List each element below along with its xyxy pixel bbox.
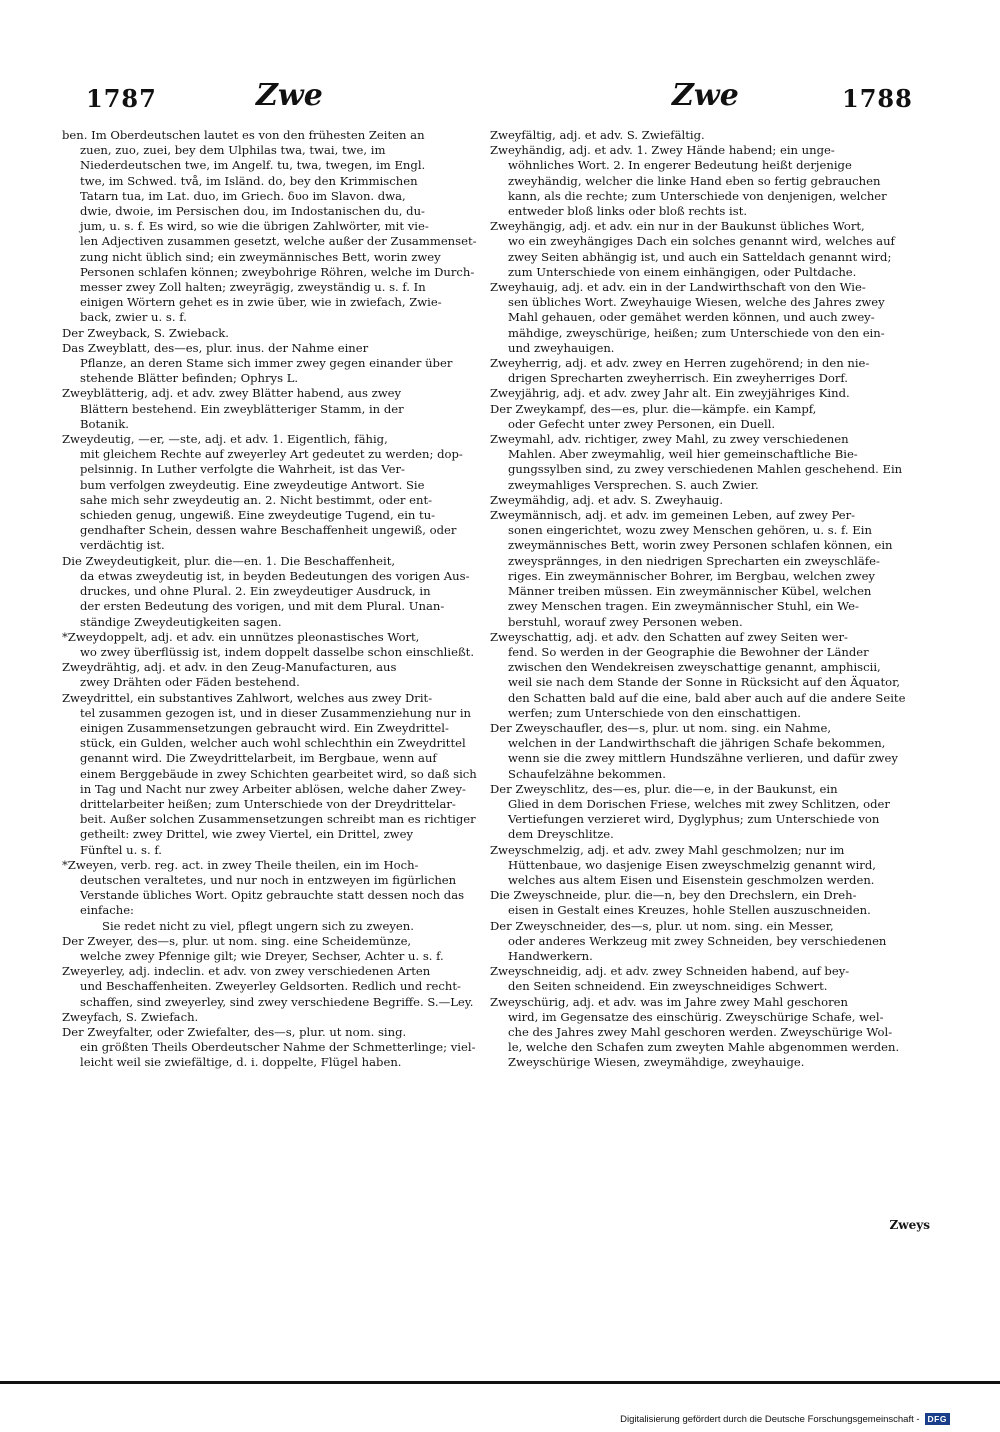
dictionary-entry	[490, 721, 922, 782]
dictionary-entry	[62, 630, 480, 660]
entry-line: schieden genug, ungewiß. Eine zweydeutige Tugend, ein tu-	[80, 508, 436, 523]
right-column	[490, 128, 922, 1071]
entry-line: zwischen den Wendekreisen zweyschattige genannt, amphiscii,	[508, 660, 881, 675]
entry-line: ständige Zweydeutigkeiten sagen.	[80, 614, 282, 629]
entry-headline: Das Zweyblatt, des—es, plur. inus. der Nahme einer	[62, 340, 369, 355]
dictionary-entry	[490, 919, 922, 965]
entry-line: genannt wird. Die Zweydrittelarbeit, im Bergbaue, wenn auf	[80, 751, 437, 766]
left-running-head: Zwe	[256, 78, 323, 113]
entry-line: deutschen veraltetes, und nur noch in entzweyen im figürlichen	[80, 872, 457, 887]
entry-line: dem Dreyschlitze.	[508, 827, 614, 842]
entry-line: bum verfolgen zweydeutig. Eine zweydeutige Antwort. Sie	[80, 477, 425, 492]
entry-headline: Zweyjährig, adj. et adv. zwey Jahr alt. Ein zweyjähriges Kind.	[490, 386, 850, 401]
dictionary-entry	[490, 143, 922, 219]
dictionary-entry	[490, 508, 922, 630]
entry-headline: Die Zweydeutigkeit, plur. die—en. 1. Die Beschaffenheit,	[62, 553, 396, 568]
left-column	[62, 128, 480, 1071]
dictionary-entry	[490, 630, 922, 721]
entry-line: zweyhändig, welcher die linke Hand eben so fertig gebrauchen	[508, 173, 881, 188]
entry-headline: Sie redet nicht zu viel, pflegt ungern sich zu zweyen.	[102, 918, 414, 933]
entry-headline: Zweymännisch, adj. et adv. im gemeinen Leben, auf zwey Per-	[490, 508, 856, 523]
credit-text: Digitalisierung gefördert durch die Deutsche Forschungsgemeinschaft -	[620, 1413, 920, 1425]
entry-line: und zweyhauigen.	[508, 340, 615, 355]
entry-line: zwey Menschen tragen. Ein zweymännischer Stuhl, ein We-	[508, 599, 859, 614]
entry-headline: Zweyschürig, adj. et adv. was im Jahre zwey Mahl geschoren	[490, 994, 848, 1009]
entry-headline: Zweydeutig, —er, —ste, adj. et adv. 1. Eigentlich, fähig,	[62, 432, 388, 447]
entry-line: kann, als die rechte; zum Unterschiede von denjenigen, welcher	[508, 188, 887, 203]
entry-line: Zweyschürige Wiesen, zweymähdige, zweyhauige.	[508, 1055, 805, 1070]
dfg-logo: DFG	[925, 1413, 950, 1425]
entry-line: der ersten Bedeutung des vorigen, und mit dem Plural. Unan-	[80, 599, 445, 614]
entry-line: gungssylben sind, zu zwey verschiedenen Mahlen geschehend. Ein	[508, 462, 903, 477]
entry-line: wöhnliches Wort. 2. In engerer Bedeutung heißt derjenige	[508, 158, 852, 173]
entry-line: getheilt: zwey Drittel, wie zwey Viertel, ein Drittel, zwey	[80, 827, 414, 842]
entry-line: sen übliches Wort. Zweyhauige Wiesen, welche des Jahres zwey	[508, 295, 885, 310]
entry-headline: Zweyhängig, adj. et adv. ein nur in der Baukunst übliches Wort,	[490, 219, 865, 234]
dictionary-entry	[490, 356, 922, 386]
entry-headline: Zweyblätterig, adj. et adv. zwey Blätter habend, aus zwey	[62, 386, 402, 401]
entry-line: tel zusammen gezogen ist, und in dieser Zusammenziehung nur in	[80, 705, 471, 720]
entry-line: dwie, dwoie, im Persischen dou, im Indostanischen du, du-	[80, 204, 425, 219]
entry-line: Personen schlafen können; zweybohrige Röhren, welche im Durch-	[80, 264, 475, 279]
entry-line: zwey Drähten oder Fäden bestehend.	[80, 675, 300, 690]
entry-line: in Tag und Nacht nur zwey Arbeiter ablösen, welche daher Zwey-	[80, 781, 466, 796]
entry-line: drittelarbeiter heißen; zum Unterschiede von der Dreydrittelar-	[80, 796, 456, 811]
entry-line: druckes, und ohne Plural. 2. Ein zweydeutiger Ausdruck, in	[80, 584, 431, 599]
entry-headline: Zweyhauig, adj. et adv. ein in der Landwirthschaft von den Wie-	[490, 280, 866, 295]
entry-line: le, welche den Schafen zum zweyten Mahle abgenommen werden.	[508, 1040, 900, 1055]
entry-line: drigen Sprecharten zweyherrisch. Ein zweyherriges Dorf.	[508, 371, 848, 386]
entry-line: stück, ein Gulden, welcher auch wohl schlechthin ein Zweydrittel	[80, 736, 466, 751]
entry-line: oder Gefecht unter zwey Personen, ein Duell.	[508, 416, 776, 431]
dictionary-entry	[62, 128, 480, 326]
dictionary-entry	[490, 782, 922, 843]
entry-line: Fünftel u. s. f.	[80, 842, 162, 857]
entry-line: weil sie nach dem Stande der Sonne in Rücksicht auf den Äquator,	[508, 675, 901, 690]
entry-headline: Der Zweyschlitz, des—es, plur. die—e, in der Baukunst, ein	[490, 781, 838, 796]
entry-line: wird, im Gegensatze des einschürig. Zweyschürige Schafe, wel-	[508, 1009, 884, 1024]
entry-line: Pflanze, an deren Stame sich immer zwey gegen einander über	[80, 356, 453, 371]
entry-headline: Der Zweyback, S. Zwieback.	[62, 325, 229, 340]
dictionary-entry	[490, 493, 922, 508]
entry-line: mähdige, zweyschürige, heißen; zum Unterschiede von den ein-	[508, 325, 885, 340]
entry-line: zum Unterschiede von einem einhängigen, oder Pultdache.	[508, 264, 857, 279]
entry-line: pelsinnig. In Luther verfolgte die Wahrheit, ist das Ver-	[80, 462, 405, 477]
entry-line: entweder bloß links oder bloß rechts ist.	[508, 204, 748, 219]
left-page-number: 1787	[86, 84, 157, 113]
entry-line: sahe mich sehr zweydeutig an. 2. Nicht bestimmt, oder ent-	[80, 492, 433, 507]
entry-headline: Die Zweyschneide, plur. die—n, bey den Drechslern, ein Dreh-	[490, 888, 857, 903]
entry-line: Vertiefungen verzieret wird, Dyglyphus; zum Unterschiede von	[508, 812, 880, 827]
dictionary-entry	[490, 128, 922, 143]
entry-line: werfen; zum Unterschiede von den einschattigen.	[508, 705, 801, 720]
entry-headline: Zweyschneidig, adj. et adv. zwey Schneiden habend, auf bey-	[490, 964, 850, 979]
dictionary-entry	[62, 858, 480, 919]
dictionary-entry	[62, 1025, 480, 1071]
entry-line: berstuhl, worauf zwey Personen weben.	[508, 614, 743, 629]
dictionary-entry	[490, 888, 922, 918]
entry-line: wenn sie die zwey mittlern Hundszähne verlieren, und dafür zwey	[508, 751, 898, 766]
entry-headline: Der Zweyschneider, des—s, plur. ut nom. sing. ein Messer,	[490, 918, 834, 933]
right-running-head: Zwe	[672, 78, 739, 113]
entry-headline: Der Zweyfalter, oder Zwiefalter, des—s, plur. ut nom. sing.	[62, 1024, 407, 1039]
catchword: Zweys	[889, 1218, 930, 1232]
right-page-number: 1788	[842, 84, 913, 113]
digitization-credit	[620, 1413, 950, 1425]
entry-line: Schaufelzähne bekommen.	[508, 766, 666, 781]
dictionary-entry	[490, 402, 922, 432]
entry-line: leicht weil sie zwiefältige, d. i. doppelte, Flügel haben.	[80, 1055, 402, 1070]
entry-headline: Zweyerley, adj. indeclin. et adv. von zwey verschiedenen Arten	[62, 964, 431, 979]
dictionary-entry	[62, 1010, 480, 1025]
entry-line: zweymahliges Versprechen. S. auch Zwier.	[508, 477, 759, 492]
entry-headline: *Zweyen, verb. reg. act. in zwey Theile theilen, ein im Hoch-	[62, 857, 419, 872]
entry-line: Botanik.	[80, 416, 129, 431]
entry-headline: Zweyhändig, adj. et adv. 1. Zwey Hände habend; ein unge-	[490, 143, 835, 158]
dictionary-entry	[62, 554, 480, 630]
dictionary-entry	[490, 843, 922, 889]
entry-line: riges. Ein zweymännischer Bohrer, im Bergbau, welchen zwey	[508, 568, 875, 583]
entry-line: Männer treiben müssen. Ein zweymännischer Kübel, welchen	[508, 584, 872, 599]
entry-line: welches aus altem Eisen und Eisenstein geschmolzen werden.	[508, 872, 875, 887]
entry-line: fend. So werden in der Geographie die Bewohner der Länder	[508, 644, 869, 659]
dictionary-entry	[62, 964, 480, 1010]
entry-line: Hüttenbaue, wo dasjenige Eisen zweyschmelzig genannt wird,	[508, 857, 876, 872]
entry-headline: Der Zweyer, des—s, plur. ut nom. sing. eine Scheidemünze,	[62, 933, 412, 948]
entry-line: Blättern bestehend. Ein zweyblätteriger Stamm, in der	[80, 401, 404, 416]
entry-line: Niederdeutschen twe, im Angelf. tu, twa, twegen, im Engl.	[80, 158, 426, 173]
entry-line: Mahlen. Aber zweymahlig, weil hier gemeinschaftliche Bie-	[508, 447, 858, 462]
dictionary-entry	[62, 386, 480, 432]
entry-headline: Der Zweyschaufler, des—s, plur. ut nom. sing. ein Nahme,	[490, 720, 832, 735]
entry-line: messer zwey Zoll halten; zweyrägig, zweyständig u. s. f. In	[80, 280, 426, 295]
dictionary-entry	[62, 432, 480, 554]
entry-line: Tatarn tua, im Lat. duo, im Griech. δυο im Slavon. dwa,	[80, 188, 406, 203]
entry-line: zuen, zuo, zuei, bey dem Ulphilas twa, twai, twe, im	[80, 143, 386, 158]
entry-line: stehende Blätter befinden; Ophrys L.	[80, 371, 299, 386]
dictionary-entry	[62, 934, 480, 964]
entry-headline: *Zweydoppelt, adj. et adv. ein unnützes pleonastisches Wort,	[62, 629, 420, 644]
entry-line: zweymännisches Bett, worin zwey Personen schlafen können, ein	[508, 538, 893, 553]
dictionary-entry	[62, 660, 480, 690]
dictionary-entry	[62, 691, 480, 858]
dictionary-entry	[490, 432, 922, 493]
entry-line: Mahl gehauen, oder gemähet werden können, und auch zwey-	[508, 310, 875, 325]
entry-line: jum, u. s. f. Es wird, so wie die übrigen Zahlwörter, mit vie-	[80, 219, 429, 234]
entry-line: den Schatten bald auf die eine, bald aber auch auf die andere Seite	[508, 690, 906, 705]
entry-line: wo ein zweyhängiges Dach ein solches genannt wird, welches auf	[508, 234, 895, 249]
entry-headline: ben. Im Oberdeutschen lautet es von den frühesten Zeiten an	[62, 128, 425, 142]
dictionary-entry	[62, 341, 480, 387]
entry-headline: Zweyherrig, adj. et adv. zwey en Herren zugehörend; in den nie-	[490, 356, 870, 371]
dictionary-entry	[490, 280, 922, 356]
entry-line: und Beschaffenheiten. Zweyerley Geldsorten. Redlich und recht-	[80, 979, 461, 994]
entry-line: Handwerkern.	[508, 948, 593, 963]
dictionary-entry	[490, 964, 922, 994]
entry-line: len Adjectiven zusammen gesetzt, welche außer der Zusammenset-	[80, 234, 477, 249]
entry-line: eisen in Gestalt eines Kreuzes, hohle Stellen auszuschneiden.	[508, 903, 871, 918]
entry-line: ein größten Theils Oberdeutscher Nahme der Schmetterlinge; viel-	[80, 1040, 476, 1055]
entry-line: welchen in der Landwirthschaft die jährigen Schafe bekommen,	[508, 736, 886, 751]
entry-line: da etwas zweydeutig ist, in beyden Bedeutungen des vorigen Aus-	[80, 568, 470, 583]
entry-line: zung nicht üblich sind; ein zweymännisches Bett, worin zwey	[80, 249, 441, 264]
entry-line: zwey Seiten abhängig ist, und auch ein Satteldach genannt wird;	[508, 249, 892, 264]
entry-headline: Zweymahl, adv. richtiger, zwey Mahl, zu zwey verschiedenen	[490, 432, 849, 447]
entry-line: gendhafter Schein, dessen wahre Beschaffenheit ungewiß, oder	[80, 523, 457, 538]
entry-headline: Zweyschmelzig, adj. et adv. zwey Mahl geschmolzen; nur im	[490, 842, 845, 857]
entry-line: verdächtig ist.	[80, 538, 165, 553]
dictionary-entry	[490, 386, 922, 401]
page-bottom-rule	[0, 1381, 1000, 1384]
entry-headline: Zweyfach, S. Zwiefach.	[62, 1009, 199, 1024]
entry-line: twe, im Schwed. två, im Isländ. do, bey den Krimmischen	[80, 173, 418, 188]
entry-line: che des Jahres zwey Mahl geschoren werden. Zweyschürige Wol-	[508, 1024, 893, 1039]
entry-line: oder anderes Werkzeug mit zwey Schneiden, bey verschiedenen	[508, 933, 887, 948]
entry-line: mit gleichem Rechte auf zweyerley Art gedeutet zu werden; dop-	[80, 447, 463, 462]
entry-line: wo zwey überflüssig ist, indem doppelt dasselbe schon einschließt.	[80, 644, 475, 659]
dictionary-entry	[490, 995, 922, 1071]
entry-line: zweysprännges, in den niedrigen Sprecharten ein zweyschläfe-	[508, 553, 880, 568]
entry-line: back, zwier u. s. f.	[80, 310, 187, 325]
entry-headline: Zweydrittel, ein substantives Zahlwort, welches aus zwey Drit-	[62, 690, 433, 705]
entry-line: sonen eingerichtet, wozu zwey Menschen gehören, u. s. f. Ein	[508, 523, 872, 538]
entry-line: Glied in dem Dorischen Friese, welches mit zwey Schlitzen, oder	[508, 796, 890, 811]
entry-line: einfache:	[80, 903, 134, 918]
entry-line: Verstande übliches Wort. Opitz gebrauchte statt dessen noch das	[80, 888, 465, 903]
entry-line: einigen Zusammensetzungen gebraucht wird. Ein Zweydrittel-	[80, 720, 449, 735]
dictionary-entry	[62, 326, 480, 341]
entry-headline: Zweyschattig, adj. et adv. den Schatten auf zwey Seiten wer-	[490, 629, 848, 644]
entry-line: einem Berggebäude in zwey Schichten gearbeitet wird, so daß sich	[80, 766, 477, 781]
dictionary-entry	[490, 219, 922, 280]
entry-headline: Zweydrähtig, adj. et adv. in den Zeug-Manufacturen, aus	[62, 660, 397, 675]
entry-headline: Zweyfältig, adj. et adv. S. Zwiefältig.	[490, 128, 705, 142]
entry-line: den Seiten schneidend. Ein zweyschneidiges Schwert.	[508, 979, 828, 994]
entry-headline: Zweymähdig, adj. et adv. S. Zweyhauig.	[490, 492, 724, 507]
entry-line: beit. Außer solchen Zusammensetzungen schreibt man es richtiger	[80, 812, 476, 827]
entry-line: einigen Wörtern gehet es in zwie über, wie in zwiefach, Zwie-	[80, 295, 442, 310]
entry-line: welche zwey Pfennige gilt; wie Dreyer, Sechser, Achter u. s. f.	[80, 948, 444, 963]
dictionary-entry	[62, 919, 480, 934]
entry-headline: Der Zweykampf, des—es, plur. die—kämpfe. ein Kampf,	[490, 401, 817, 416]
entry-line: schaffen, sind zweyerley, sind zwey verschiedene Begriffe. S.—Ley.	[80, 994, 474, 1009]
